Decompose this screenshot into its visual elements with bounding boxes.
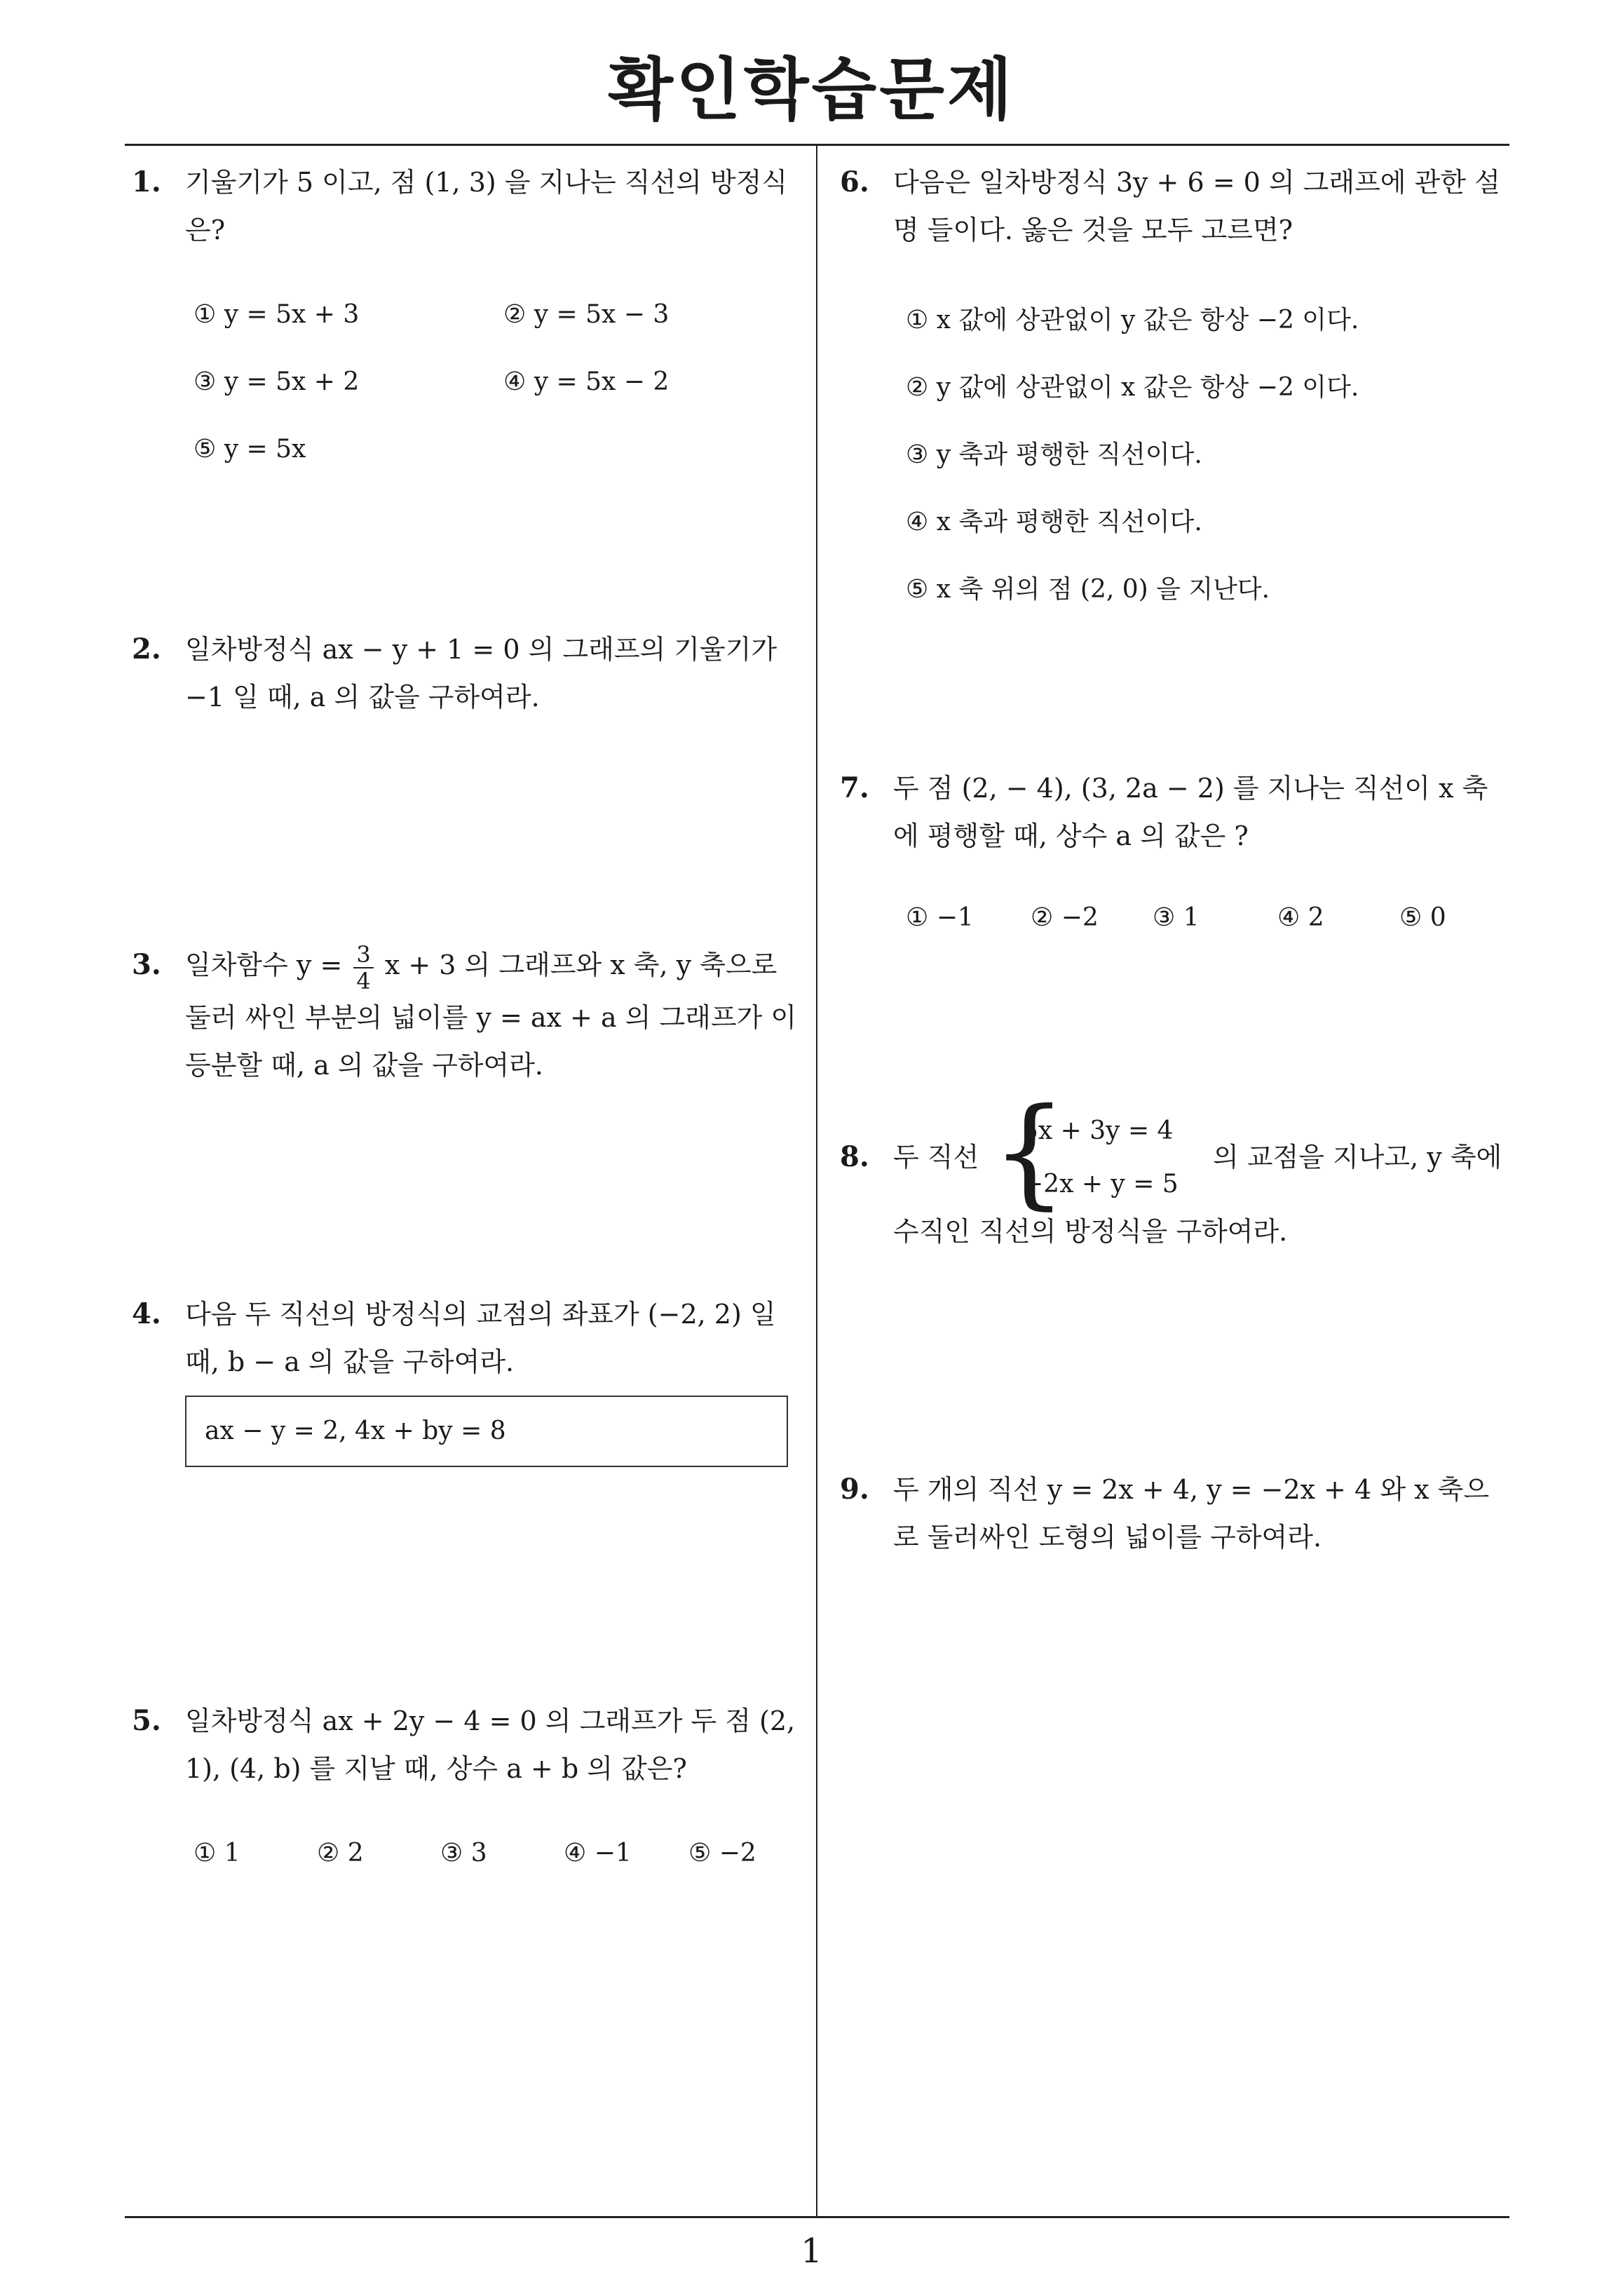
question-3: [132, 941, 805, 1089]
question-8-line2: 수직인 직선의 방정식을 구하여라.: [893, 1216, 1288, 1247]
question-4: [132, 1290, 805, 1386]
text-part: x + 3 의 그래프와 x 축, y 축으로 둘러 싸인 부분의 넓이를 y = ax + a 의 그래프가 이등분할 때, a 의 값을 구하여라.: [185, 950, 797, 1081]
question-2: [132, 626, 805, 721]
question-7: [840, 764, 1513, 860]
question-number: 9.: [840, 1473, 869, 1506]
option-2: ② −2: [1031, 903, 1099, 932]
option-2: ② y 값에 상관없이 x 값은 항상 −2 이다.: [906, 373, 1359, 402]
option-4: ④ x 축과 평행한 직선이다.: [906, 508, 1202, 536]
option-4: ④ 2: [1277, 903, 1324, 932]
page-title: 확인학습문제: [608, 50, 1015, 129]
option-4: ④ −1: [564, 1839, 632, 1868]
question-prefix: 두 직선: [893, 1142, 979, 1173]
question-text: 다음 두 직선의 방정식의 교점의 좌표가 (−2, 2) 일 때, b − a 의 값을 구하여라.: [185, 1299, 776, 1377]
option-2: ② y = 5x − 3: [503, 300, 670, 329]
option-2: ② 2: [317, 1839, 364, 1868]
question-text: 두 점 (2, − 4), (3, 2a − 2) 를 지나는 직선이 x 축에 평행할 때, 상수 a 의 값은 ?: [893, 773, 1488, 851]
option-3: ③ y 축과 평행한 직선이다.: [906, 440, 1202, 469]
question-6: [840, 158, 1513, 254]
fraction-numerator: 3: [353, 942, 373, 968]
left-brace: {: [991, 1083, 1068, 1222]
option-5: ⑤ x 축 위의 점 (2, 0) 을 지난다.: [906, 575, 1270, 604]
question-5: [132, 1697, 805, 1792]
question-9: [840, 1466, 1513, 1561]
fraction: [353, 942, 373, 994]
question-number: 1.: [132, 166, 161, 198]
question-text: [185, 941, 805, 1089]
question-number: 3.: [132, 948, 161, 981]
question-number: 5.: [132, 1704, 161, 1737]
option-3: ③ y = 5x + 2: [193, 367, 360, 396]
question-number: 4.: [132, 1297, 161, 1330]
question-8-suffix: 의 교점을 지나고, y 축에: [1213, 1142, 1502, 1173]
option-4: ④ y = 5x − 2: [503, 367, 670, 396]
equation-2: −2x + y = 5: [1022, 1170, 1179, 1198]
equation-box: ax − y = 2, 4x + by = 8: [185, 1396, 788, 1467]
column-divider: [816, 146, 817, 2218]
option-1: ① 1: [193, 1839, 240, 1868]
option-5: ⑤ 0: [1399, 903, 1446, 932]
question-text: 일차방정식 ax + 2y − 4 = 0 의 그래프가 두 점 (2, 1), (4, b) 를 지날 때, 상수 a + b 의 값은?: [185, 1706, 796, 1784]
fraction-denominator: 4: [356, 967, 371, 994]
page-number: 1: [801, 2231, 822, 2271]
question-text: 다음은 일차방정식 3y + 6 = 0 의 그래프에 관한 설명 들이다. 옳은 것을 모두 고르면?: [893, 167, 1500, 245]
question-text: 기울기가 5 이고, 점 (1, 3) 을 지나는 직선의 방정식 은?: [185, 167, 788, 245]
option-3: ③ 1: [1153, 903, 1200, 932]
question-number: 2.: [132, 633, 161, 666]
bottom-rule: [125, 2216, 1509, 2218]
option-3: ③ 3: [440, 1839, 487, 1868]
question-text: 일차방정식 ax − y + 1 = 0 의 그래프의 기울기가 −1 일 때, a 의 값을 구하여라.: [185, 634, 777, 713]
text-part: 일차함수 y =: [185, 950, 343, 980]
option-5: ⑤ y = 5x: [193, 435, 306, 464]
option-5: ⑤ −2: [688, 1839, 756, 1868]
option-1: ① x 값에 상관없이 y 값은 항상 −2 이다.: [906, 306, 1359, 335]
option-1: ① y = 5x + 3: [193, 300, 360, 329]
question-number: 8.: [840, 1140, 869, 1173]
question-number: 7.: [840, 771, 869, 804]
option-1: ① −1: [906, 903, 974, 932]
question-text: 두 개의 직선 y = 2x + 4, y = −2x + 4 와 x 축으로 둘러싸인 도형의 넓이를 구하여라.: [893, 1474, 1490, 1553]
question-number: 6.: [840, 166, 869, 198]
question-1: [132, 158, 805, 254]
equation-1: 5x + 3y = 4: [1022, 1116, 1174, 1145]
